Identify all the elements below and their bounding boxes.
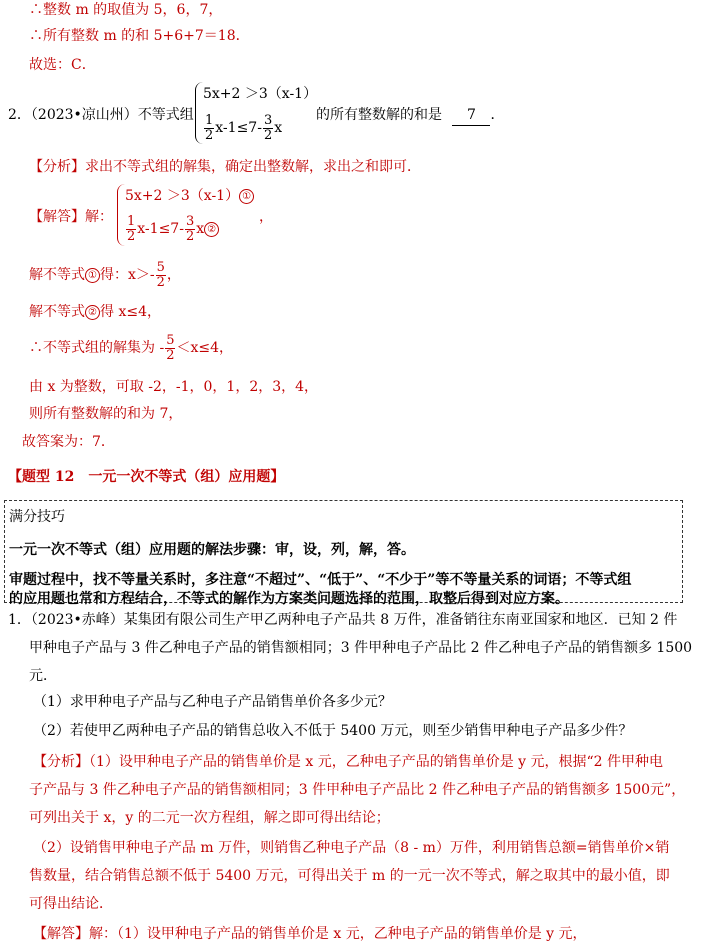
q1-analysis-1: 【分析】（1）设甲种电子产品的销售单价是 x 元，乙种电子产品的销售单价是 y 元，根据“2 件甲种电 — [33, 754, 664, 770]
q1-analysis-2: 子产品与 3 件乙种电子产品的销售额相同；3 件甲种电子产品比 2 件乙种电子产品的销售额多 1500元”， — [29, 782, 686, 798]
tips-title: 满分技巧 — [9, 509, 65, 525]
solution-eq-1: 5x+2 ＞3（x-1） ① — [125, 186, 254, 206]
q1-solution-1: 【解答】解：（1）设甲种电子产品的销售单价是 x 元，乙种电子产品的销售单价是 y 元， — [33, 926, 587, 942]
solution-tag: 【解答】 — [29, 209, 85, 225]
prev-line-2: ∴所有整数 m 的和 5+6+7＝18． — [29, 28, 250, 44]
question-source: （2023•凉山州） — [30, 107, 138, 123]
solution-step-2: 解不等式 ② 得 x≤4， — [29, 304, 161, 320]
q1-part-1: （1）求甲种电子产品与乙种电子产品销售单价各多少元？ — [33, 694, 392, 710]
q1-analysis-4: （2）设销售甲种电子产品 m 万件，则销售乙种电子产品（8 - m）万件，利用销售总额=销售单价×销 — [33, 840, 670, 856]
analysis-tag: 【分析】 — [29, 159, 85, 175]
prev-line-1: ∴整数 m 的取值为 5，6，7， — [29, 2, 223, 18]
question-number: 2． — [8, 107, 31, 123]
tips-note-2: 的应用题也常和方程结合，不等式的解作为方案类问题选择的范围，取整后得到对应方案。 — [9, 591, 569, 607]
tips-steps: 一元一次不等式（组）应用题的解法步骤：审，设，列，解，答。 — [9, 542, 415, 558]
q1-line-2: 甲种电子产品与 3 件乙种电子产品的销售额相同；3 件甲种电子产品比 2 件乙种电子产品的销售额多 1500 — [29, 640, 693, 656]
answer-blank: 7 — [452, 105, 490, 126]
q1-line-1: 1．（2023•赤峰）某集团有限公司生产甲乙两种电子产品共 8 万件，准备销往东南亚国家和地区．已知 2 件 — [8, 612, 678, 628]
q1-line-3: 元． — [29, 668, 57, 684]
system-eq-1: 5x+2 ＞3（x-1） — [203, 86, 318, 102]
system-eq-2: $\frac{1}{2}$ x-1≤7- $\frac{3}{2}$ x — [205, 112, 283, 143]
q1-part-2: （2）若使甲乙两种电子产品的销售总收入不低于 5400 万元，则至少销售甲种电子产品多少件？ — [33, 723, 633, 739]
solution-step-3: ∴不等式组的解集为 - $\frac{5}{2}$ ＜x≤4， — [29, 332, 234, 363]
q1-analysis-3: 可列出关于 x，y 的二元一次方程组，解之即可得出结论； — [29, 810, 390, 826]
solution-step-5: 则所有整数解的和为 7， — [29, 406, 183, 422]
solution-step-6: 故答案为：7． — [22, 434, 115, 450]
analysis-text: 求出不等式组的解集，确定出整数解，求出之和即可． — [85, 159, 421, 175]
analysis — [29, 157, 421, 177]
solution-eq-2: $\frac{1}{2}$ x-1≤7- $\frac{3}{2}$ x ② — [125, 212, 219, 246]
solution-step-4: 由 x 为整数，可取 -2，-1，0，1，2，3，4， — [29, 379, 319, 395]
solution-step-1: 解不等式 ① 得：x＞- $\frac{5}{2}$ ， — [29, 259, 181, 290]
question-text: 不等式组 — [137, 107, 194, 123]
q1-analysis-5: 售数量，结合销售总额不低于 5400 万元，可得出关于 m 的一元一次不等式，解之取其中的最小值，即 — [29, 868, 670, 884]
section-title: 【题型 12 一元一次不等式（组）应用题】 — [8, 469, 285, 485]
question-text-tail: 的所有整数解的和是 — [316, 107, 442, 123]
tips-note-1: 审题过程中，找不等量关系时，多注意“不超过”、“低于”、“不少于”等不等量关系的词语；不等式组 — [9, 572, 632, 588]
q1-analysis-6: 可得出结论． — [29, 896, 113, 912]
prev-line-3: 故选：C． — [29, 57, 96, 73]
